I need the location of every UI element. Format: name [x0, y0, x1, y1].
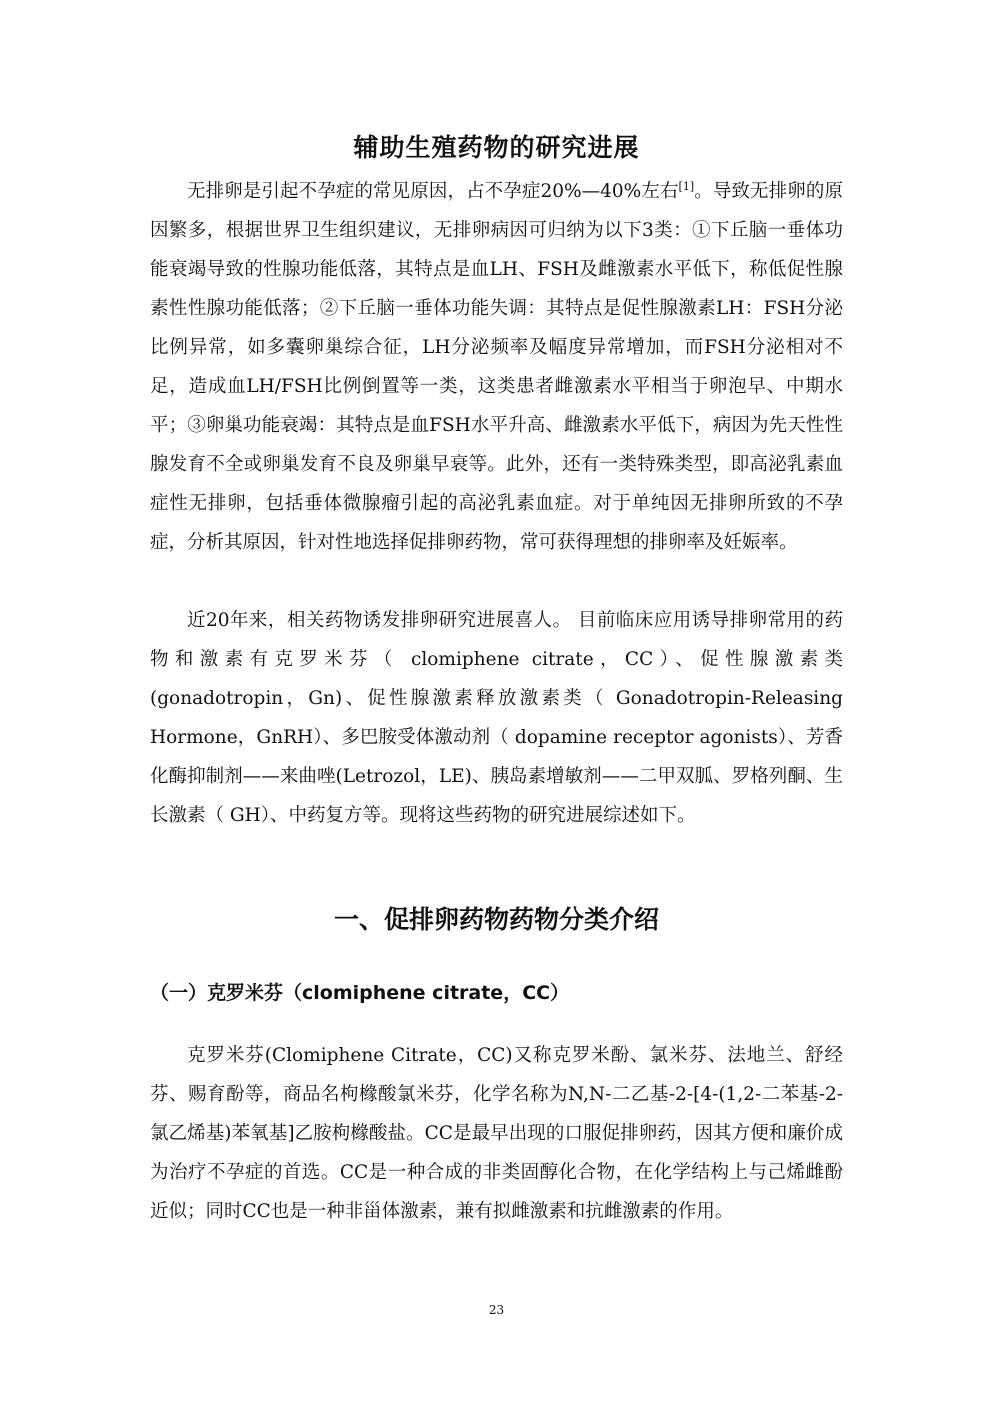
paragraph-text: 无排卵是引起不孕症的常见原因，占不孕症20%—40%左右: [187, 181, 679, 202]
paragraph-drugs-overview: 近20年来，相关药物诱发排卵研究进展喜人。 目前临床应用诱导排卵常用的药物和激素有克罗米芬（ clomiphene citrate，CC）、促性腺激素类(gonadotropin，Gn)、促性腺激素释放激素类（ Gonadotropin-Releasing Hormone，GnRH）、多巴胺受体激动剂（ dopamine receptor agonists）、芳香化酶抑制剂——来曲唑(Letrozol，LE)、胰岛素增敏剂——二甲双胍、罗格列酮、生长激素（ GH）、中药复方等。现将这些药物的研究进展综述如下。: [150, 610, 843, 826]
document-title: 辅助生殖药物的研究进展: [353, 133, 640, 162]
citation-reference: [1]: [678, 179, 695, 193]
paragraph-clomiphene: 克罗米芬(Clomiphene Citrate，CC)又称克罗米酚、氯米芬、法地兰、舒经芬、赐育酚等，商品名枸橼酸氯米芬，化学名称为N,N-二乙基-2-[4-(1,2-二苯基-2-氯乙烯基)苯氧基]乙胺枸橼酸盐。CC是最早出现的口服促排卵药，因其方便和廉价成为治疗不孕症的首选。CC是一种合成的非类固醇化合物，在化学结构上与己烯雌酚近似；同时CC也是一种非甾体激素，兼有拟雌激素和抗雌激素的作用。: [150, 1045, 843, 1222]
section-title: 一、促排卵药物药物分类介绍: [333, 905, 659, 934]
paragraph-text: 。导致无排卵的原因繁多，根据世界卫生组织建议，无排卵病因可归纳为以下3类：①下丘脑一垂体功能衰竭导致的性腺功能低落，其特点是血LH、FSH及雌激素水平低下，称低促性腺素性性腺功能低落；②下丘脑一垂体功能失调：其特点是促性腺激素LH：FSH分泌比例异常，如多囊卵巢综合征，LH分泌频率及幅度异常增加，而FSH分泌相对不足，造成血LH/FSH比例倒置等一类，这类患者雌激素水平相当于卵泡早、中期水平；③卵巢功能衰竭：其特点是血FSH水平升高、雌激素水平低下，病因为先天性性腺发育不全或卵巢发育不良及卵巢早衰等。此外，还有一类特殊类型，即高泌乳素血症性无排卵，包括垂体微腺瘤引起的高泌乳素血症。对于单纯因无排卵所致的不孕症，分析其原因，针对性地选择促排卵药物，常可获得理想的排卵率及妊娠率。: [150, 181, 843, 553]
page-number: 23: [488, 1303, 505, 1317]
subsection-title: （一）克罗米芬（clomiphene citrate，CC）: [150, 982, 570, 1004]
paragraph-anovulation: [150, 172, 843, 562]
